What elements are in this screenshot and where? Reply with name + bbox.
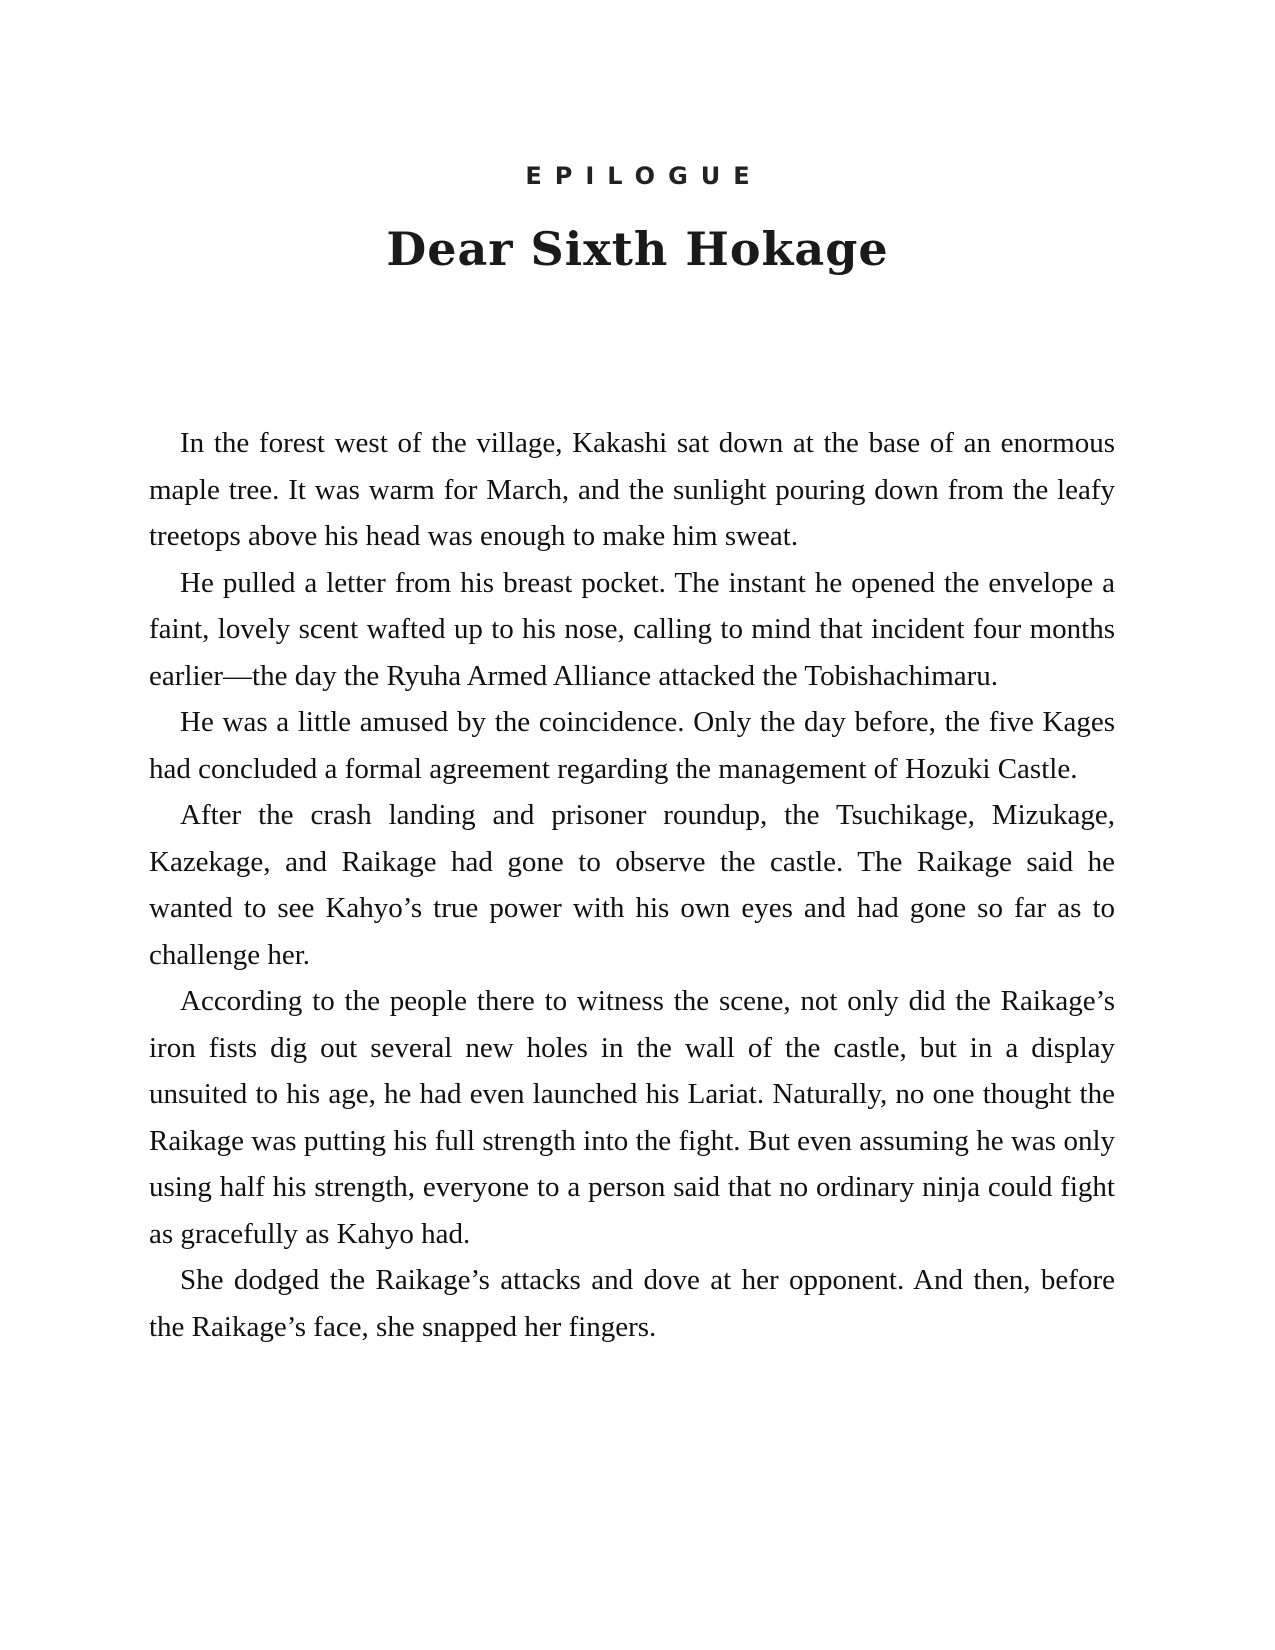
chapter-title: Dear Sixth Hokage	[386, 222, 889, 276]
paragraph: She dodged the Raikage’s attacks and dove at her opponent. And then, before the Raikage’s face, she snapped her fingers.	[149, 1264, 1115, 1343]
paragraph: He pulled a letter from his breast pocket. The instant he opened the envelope a faint, lovely scent wafted up to his nose, calling to mind that incident four months earlier—the day the Ryuha Armed Alliance attacked the Tobishachimaru.	[149, 566, 1115, 692]
chapter-label: EPILOGUE	[525, 162, 763, 190]
paragraph: In the forest west of the village, Kakashi sat down at the base of an enormous maple tree. It was warm for March, and the sunlight pouring down from the leafy treetops above his head was enough to make him sweat.	[149, 427, 1115, 552]
body-text	[149, 420, 1115, 1350]
paragraph: He was a little amused by the coincidence. Only the day before, the five Kages had concluded a formal agreement regarding the management of Hozuki Castle.	[149, 706, 1115, 785]
paragraph: After the crash landing and prisoner roundup, the Tsuchikage, Mizukage, Kazekage, and Raikage had gone to observe the castle. The Raikage said he wanted to see Kahyo’s true power with his own eyes and had gone so far as to challenge her.	[149, 799, 1115, 971]
paragraph: According to the people there to witness the scene, not only did the Raikage’s iron fists dig out several new holes in the wall of the castle, but in a display unsuited to his age, he had even launched his Lariat. Naturally, no one thought the Raikage was putting his full strength into the fight. But even assuming he was only using half his strength, everyone to a person said that no ordinary ninja could fight as gracefully as Kahyo had.	[149, 985, 1115, 1250]
